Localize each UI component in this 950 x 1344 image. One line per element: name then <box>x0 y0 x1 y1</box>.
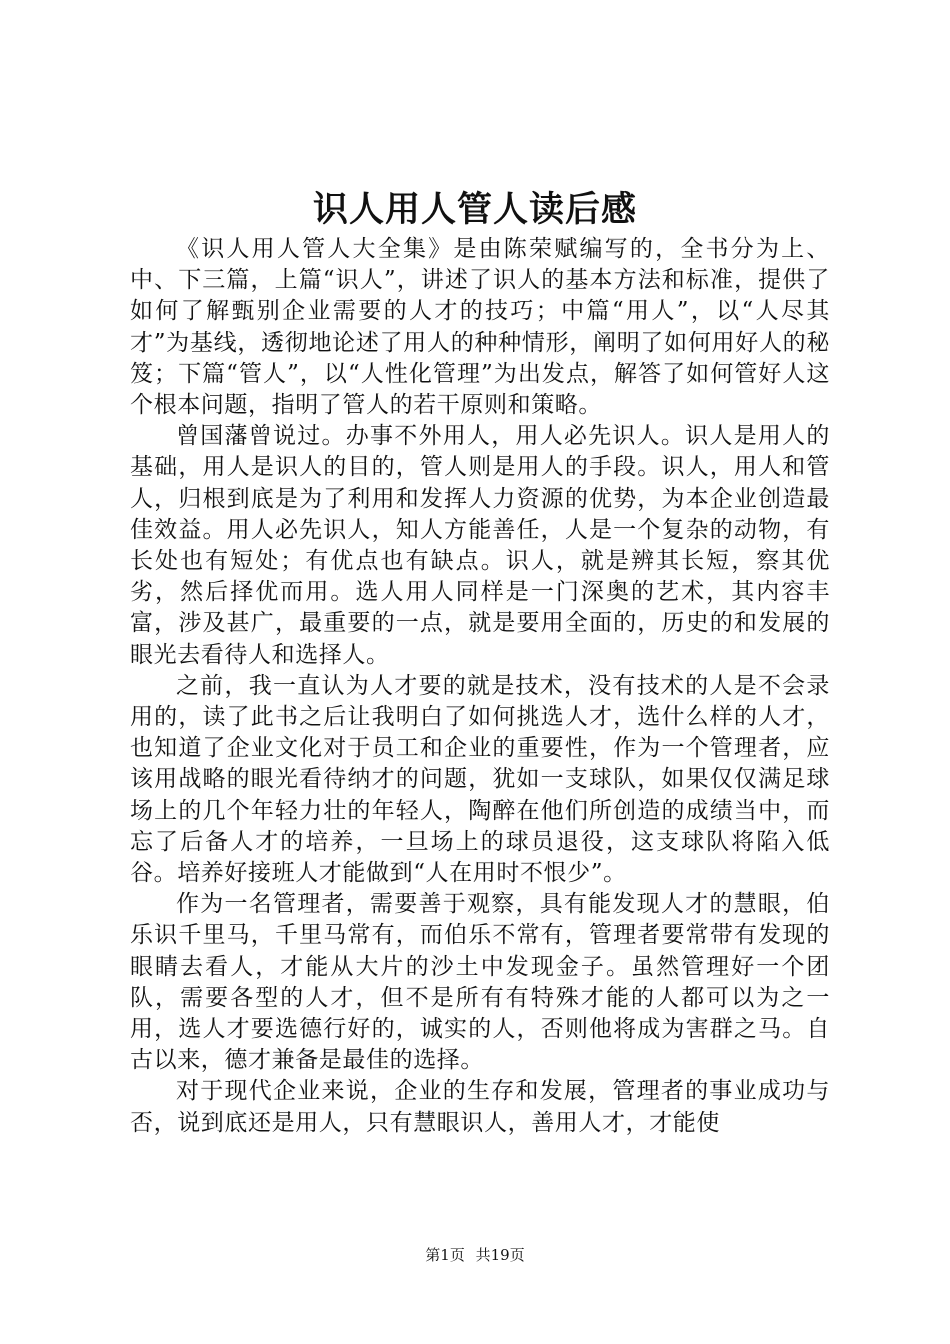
page-footer <box>0 1245 950 1265</box>
document-title: 识人用人管人读后感 <box>312 189 637 230</box>
document-body <box>130 234 830 1184</box>
page-total: 共19页 <box>475 1246 525 1264</box>
paragraph: 作为一名管理者，需要善于观察，具有能发现人才的慧眼，伯乐识千里马，千里马常有，而伯乐不常有，管理者要常带有发现的眼睛去看人，才能从大片的沙土中发现金子。虽然管理好一个团队，需要各型的人才，但不是所有有特殊才能的人都可以为之一用，选人才要选德行好的，诚实的人，否则他将成为害群之马。自古以来，德才兼备是最佳的选择。 <box>130 891 830 1074</box>
paragraph: 对于现代企业来说，企业的生存和发展，管理者的事业成功与否，说到底还是用人，只有慧眼识人，善用人才，才能使 <box>130 1078 830 1136</box>
page-number: 第1页 <box>425 1246 465 1264</box>
paragraph: 之前，我一直认为人才要的就是技术，没有技术的人是不会录用的，读了此书之后让我明白了如何挑选人才，选什么样的人才，也知道了企业文化对于员工和企业的重要性，作为一个管理者，应该用战略的眼光看待纳才的问题，犹如一支球队，如果仅仅满足球场上的几个年轻力壮的年轻人，陶醉在他们所创造的成绩当中，而忘了后备人才的培养，一旦场上的球员退役，这支球队将陷入低谷。培养好接班人才能做到“人在用时不恨少”。 <box>130 672 830 887</box>
paragraph: 曾国藩曾说过。办事不外用人，用人必先识人。识人是用人的基础，用人是识人的目的，管人则是用人的手段。识人，用人和管人，归根到底是为了利用和发挥人力资源的优势，为本企业创造最佳效益。用人必先识人，知人方能善任，人是一个复杂的动物，有长处也有短处；有优点也有缺点。识人，就是辨其长短，察其优劣，然后择优而用。选人用人同样是一门深奥的艺术，其内容丰富，涉及甚广，最重要的一点，就是要用全面的，历史的和发展的眼光去看待人和选择人。 <box>130 423 830 668</box>
paragraph: 《识人用人管人大全集》是由陈荣赋编写的，全书分为上、中、下三篇，上篇“识人”，讲述了识人的基本方法和标准，提供了如何了解甄别企业需要的人才的技巧；中篇“用人”，以“人尽其才”为基线，透彻地论述了用人的种种情形，阐明了如何用好人的秘笈；下篇“管人”，以“人性化管理”为出发点，解答了如何管好人这个根本问题，指明了管人的若干原则和策略。 <box>130 236 830 419</box>
